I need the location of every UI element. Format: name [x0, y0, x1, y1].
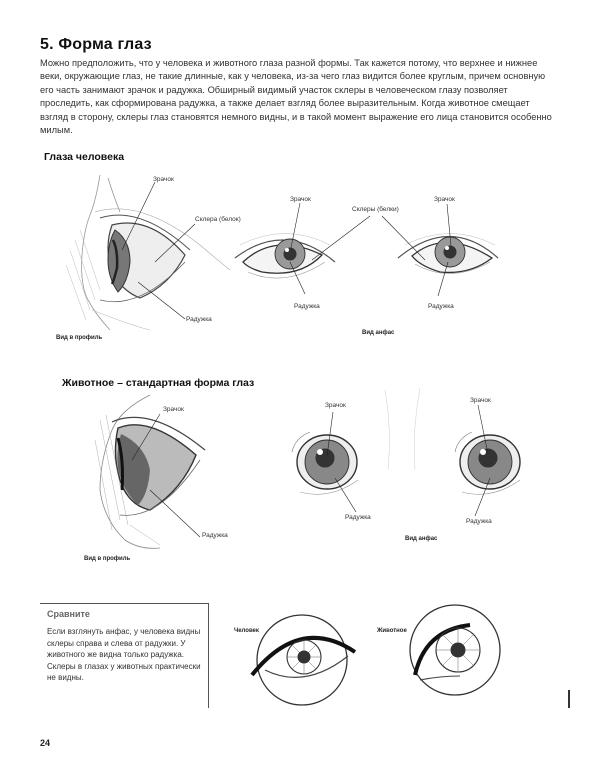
animal-front-pupil-right-label: Зрачок [470, 397, 491, 404]
human-front-sclera-label: Склеры (белки) [352, 206, 399, 213]
human-front-right-eye-drawing [398, 234, 498, 274]
human-profile-eye-drawing [66, 175, 230, 330]
animal-profile-caption: Вид в профиль [84, 556, 131, 562]
page-edge-rule [568, 690, 570, 708]
human-front-iris-right-label: Радужка [428, 303, 454, 310]
animal-front-pupil-left-label: Зрачок [325, 402, 346, 409]
animal-front-iris-right-label: Радужка [466, 518, 492, 525]
animal-profile-iris-label: Радужка [202, 532, 228, 539]
compare-human-eye-diagram [252, 615, 355, 705]
human-front-iris-left-label: Радужка [294, 303, 320, 310]
animal-front-caption: Вид анфас [405, 536, 438, 542]
human-eyes-heading: Глаза человека [44, 151, 125, 163]
compare-animal-eye-diagram [410, 605, 500, 695]
animal-front-iris-left-label: Радужка [345, 514, 371, 521]
compare-animal-label: Животное [377, 628, 407, 634]
human-front-left-eye-drawing [235, 234, 335, 279]
intro-text: Можно предположить, что у человека и животного глаза разной формы. Так кажется потому, что верхнее и нижнее веки, окружающие глаз, не такие длинные, как у человека, из-за чего глаз видится более круглым, причем основную его часть занимают зрачок и радужка. Обширный видимый участок склеры в человеческом глазу позволяет проследить, как сформирована радужка, а также делает взгляд более выразительным. Когда животное смещает взгляд в сторону, склеры глаз становятся немного видны, и в такой момент выражение его лица становится особенно милым. [40, 58, 552, 136]
human-profile-pupil-label: Зрачок [153, 176, 174, 183]
human-front-pupil-left-label: Зрачок [290, 196, 311, 203]
human-front-pupil-right-label: Зрачок [434, 196, 455, 203]
compare-title: Сравните [47, 609, 90, 619]
human-profile-sclera-label: Склера (белок) [195, 216, 241, 223]
animal-front-left-eye-drawing [292, 432, 358, 494]
compare-text: Если взглянуть анфас, у человека видны склеры справа и слева от радужки. У животного же видна только радужка. Склеры в глазах у животных практически не видны. [47, 627, 201, 682]
page-number: 24 [40, 738, 51, 748]
animal-profile-pupil-label: Зрачок [163, 406, 184, 413]
animal-face-sketch-lines [385, 388, 420, 470]
animal-eyes-heading: Животное – стандартная форма глаз [62, 377, 255, 389]
human-profile-caption: Вид в профиль [56, 335, 103, 341]
human-front-caption: Вид анфас [362, 330, 395, 336]
animal-profile-eye-drawing [95, 395, 205, 548]
human-profile-iris-label: Радужка [186, 316, 212, 323]
page-title: 5. Форма глаз [40, 36, 152, 53]
compare-human-label: Человек [234, 628, 259, 634]
